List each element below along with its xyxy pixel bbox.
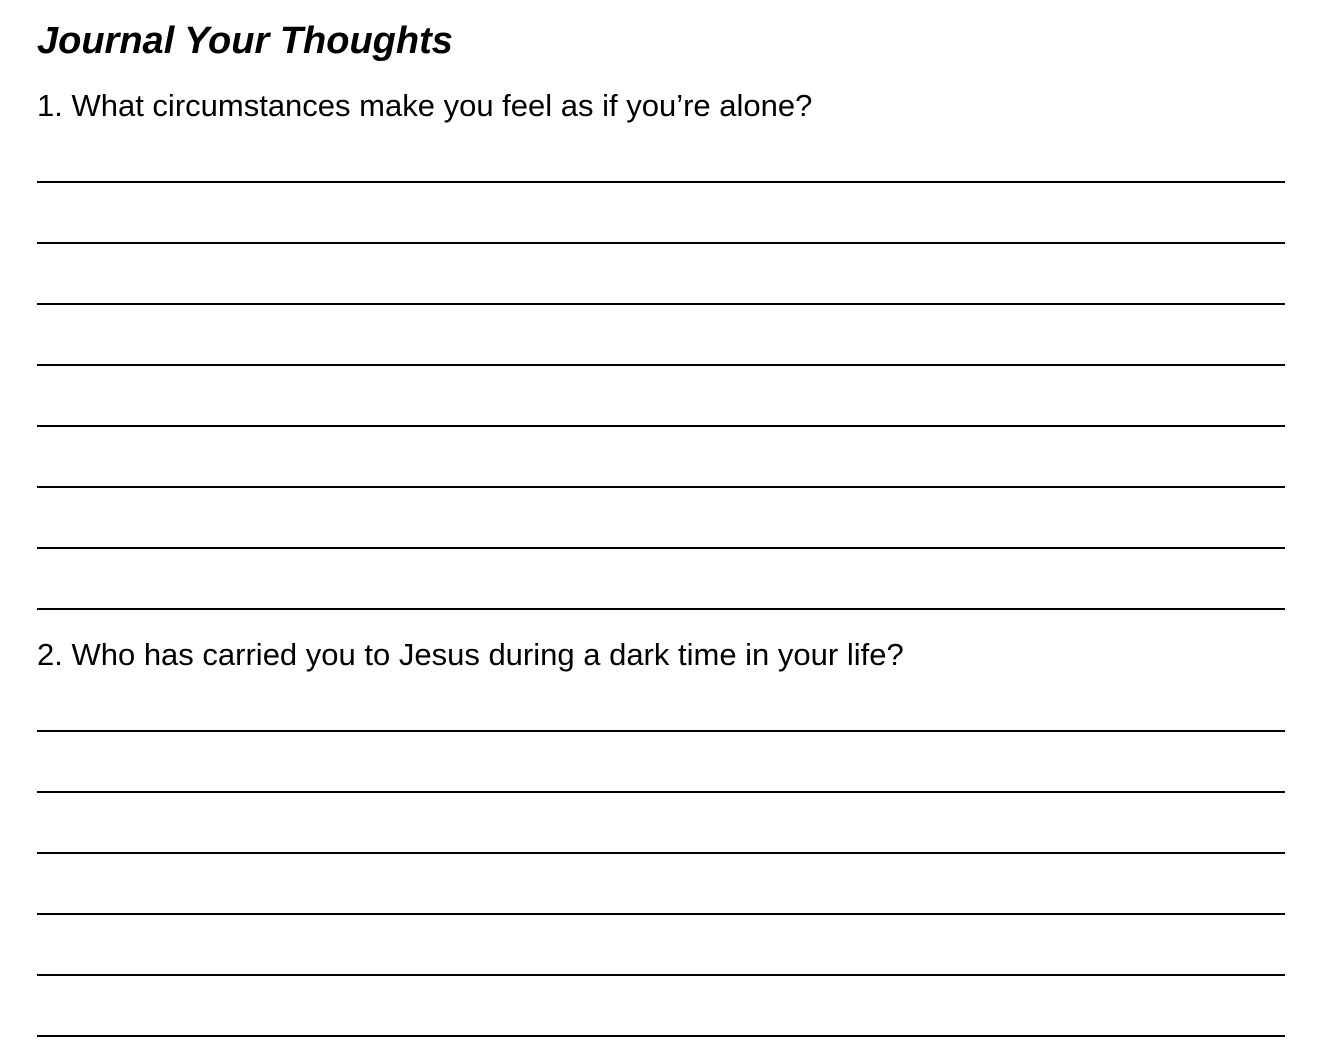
answer-line[interactable] (37, 242, 1285, 244)
answer-line[interactable] (37, 730, 1285, 732)
page-title: Journal Your Thoughts (37, 20, 453, 62)
answer-line[interactable] (37, 791, 1285, 793)
answer-line[interactable] (37, 181, 1285, 183)
answer-line[interactable] (37, 974, 1285, 976)
answer-line[interactable] (37, 608, 1285, 610)
answer-line[interactable] (37, 913, 1285, 915)
question-1: 1. What circumstances make you feel as if you’re alone? (37, 88, 813, 123)
answer-line[interactable] (37, 425, 1285, 427)
answer-line[interactable] (37, 852, 1285, 854)
answer-line[interactable] (37, 486, 1285, 488)
answer-line[interactable] (37, 547, 1285, 549)
answer-line[interactable] (37, 1035, 1285, 1037)
question-2: 2. Who has carried you to Jesus during a dark time in your life? (37, 637, 904, 672)
answer-line[interactable] (37, 303, 1285, 305)
answer-line[interactable] (37, 364, 1285, 366)
